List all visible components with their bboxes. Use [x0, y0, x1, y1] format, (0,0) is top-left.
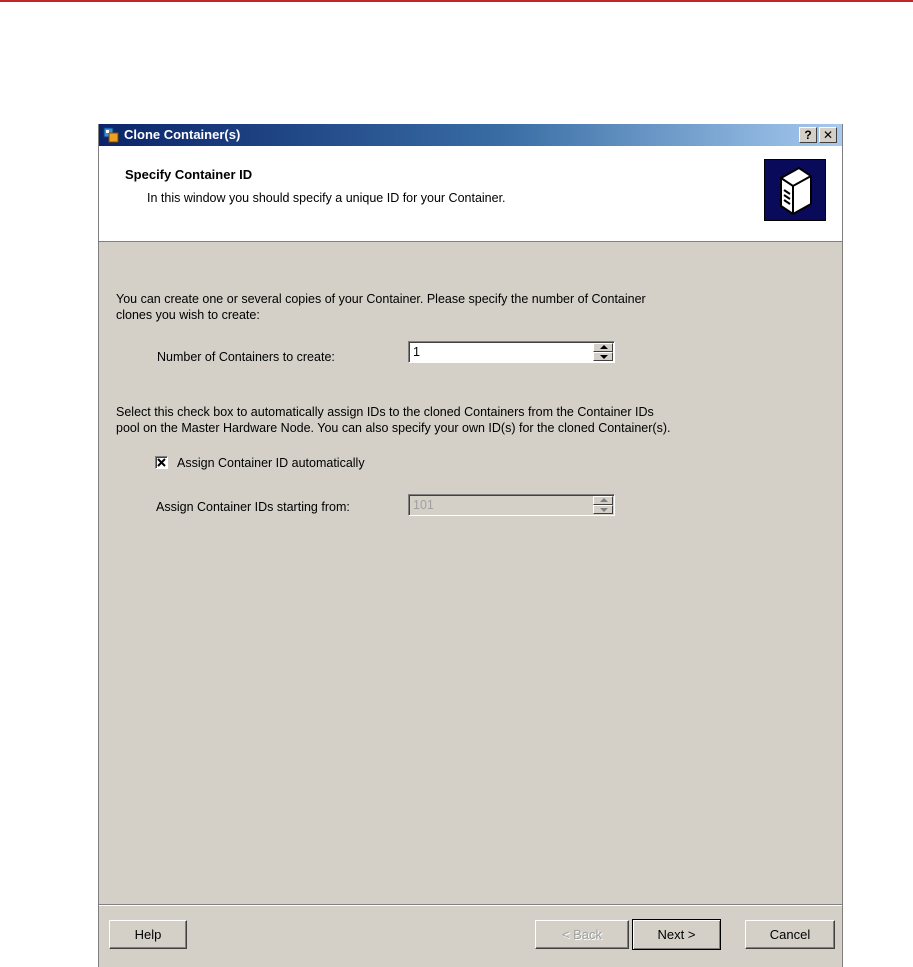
close-icon: ✕	[822, 128, 834, 142]
page-title: Specify Container ID	[125, 167, 253, 182]
number-of-containers-label: Number of Containers to create:	[157, 350, 335, 364]
auto-assign-line-2: pool on the Master Hardware Node. You can also specify your own ID(s) for the cloned Container(s).	[116, 421, 671, 435]
page-subtitle: In this window you should specify a unique ID for your Container.	[147, 191, 506, 205]
arrow-down-icon	[600, 508, 608, 512]
wizard-header	[99, 146, 842, 242]
auto-assign-description	[116, 404, 670, 436]
starting-id-input[interactable]	[413, 497, 583, 513]
auto-assign-checkbox-label[interactable]: Assign Container ID automatically	[177, 456, 365, 470]
window-titlebar[interactable]	[99, 124, 842, 146]
auto-assign-line-1: Select this check box to automatically assign IDs to the cloned Containers from the Container IDs	[116, 405, 654, 419]
arrow-down-icon	[600, 355, 608, 359]
next-button[interactable]: Next >	[632, 919, 721, 950]
intro-line-2: clones you wish to create:	[116, 308, 260, 322]
checkmark-icon	[156, 457, 167, 468]
arrow-up-icon	[600, 498, 608, 502]
starting-id-increment-button[interactable]	[593, 496, 613, 505]
number-of-containers-input[interactable]	[413, 344, 583, 360]
number-of-containers-spinner[interactable]	[408, 341, 615, 363]
cancel-button[interactable]: Cancel	[745, 920, 835, 949]
starting-id-decrement-button[interactable]	[593, 505, 613, 514]
increment-button[interactable]	[593, 343, 613, 352]
starting-id-spinner[interactable]	[408, 494, 615, 516]
help-title-button[interactable]: ?	[799, 127, 817, 143]
server-icon	[764, 159, 826, 221]
back-button[interactable]: < Back	[535, 920, 629, 949]
intro-text	[116, 291, 646, 323]
decrement-button[interactable]	[593, 352, 613, 361]
clone-container-dialog	[98, 124, 843, 967]
window-title: Clone Container(s)	[124, 127, 241, 142]
close-button[interactable]	[819, 127, 837, 143]
footer-divider	[99, 904, 842, 906]
arrow-up-icon	[600, 345, 608, 349]
app-icon	[103, 127, 119, 143]
auto-assign-checkbox[interactable]	[155, 456, 168, 469]
top-accent-rule	[0, 0, 913, 2]
help-button[interactable]: Help	[109, 920, 187, 949]
starting-id-label: Assign Container IDs starting from:	[156, 500, 350, 514]
intro-line-1: You can create one or several copies of your Container. Please specify the number of Container	[116, 292, 646, 306]
